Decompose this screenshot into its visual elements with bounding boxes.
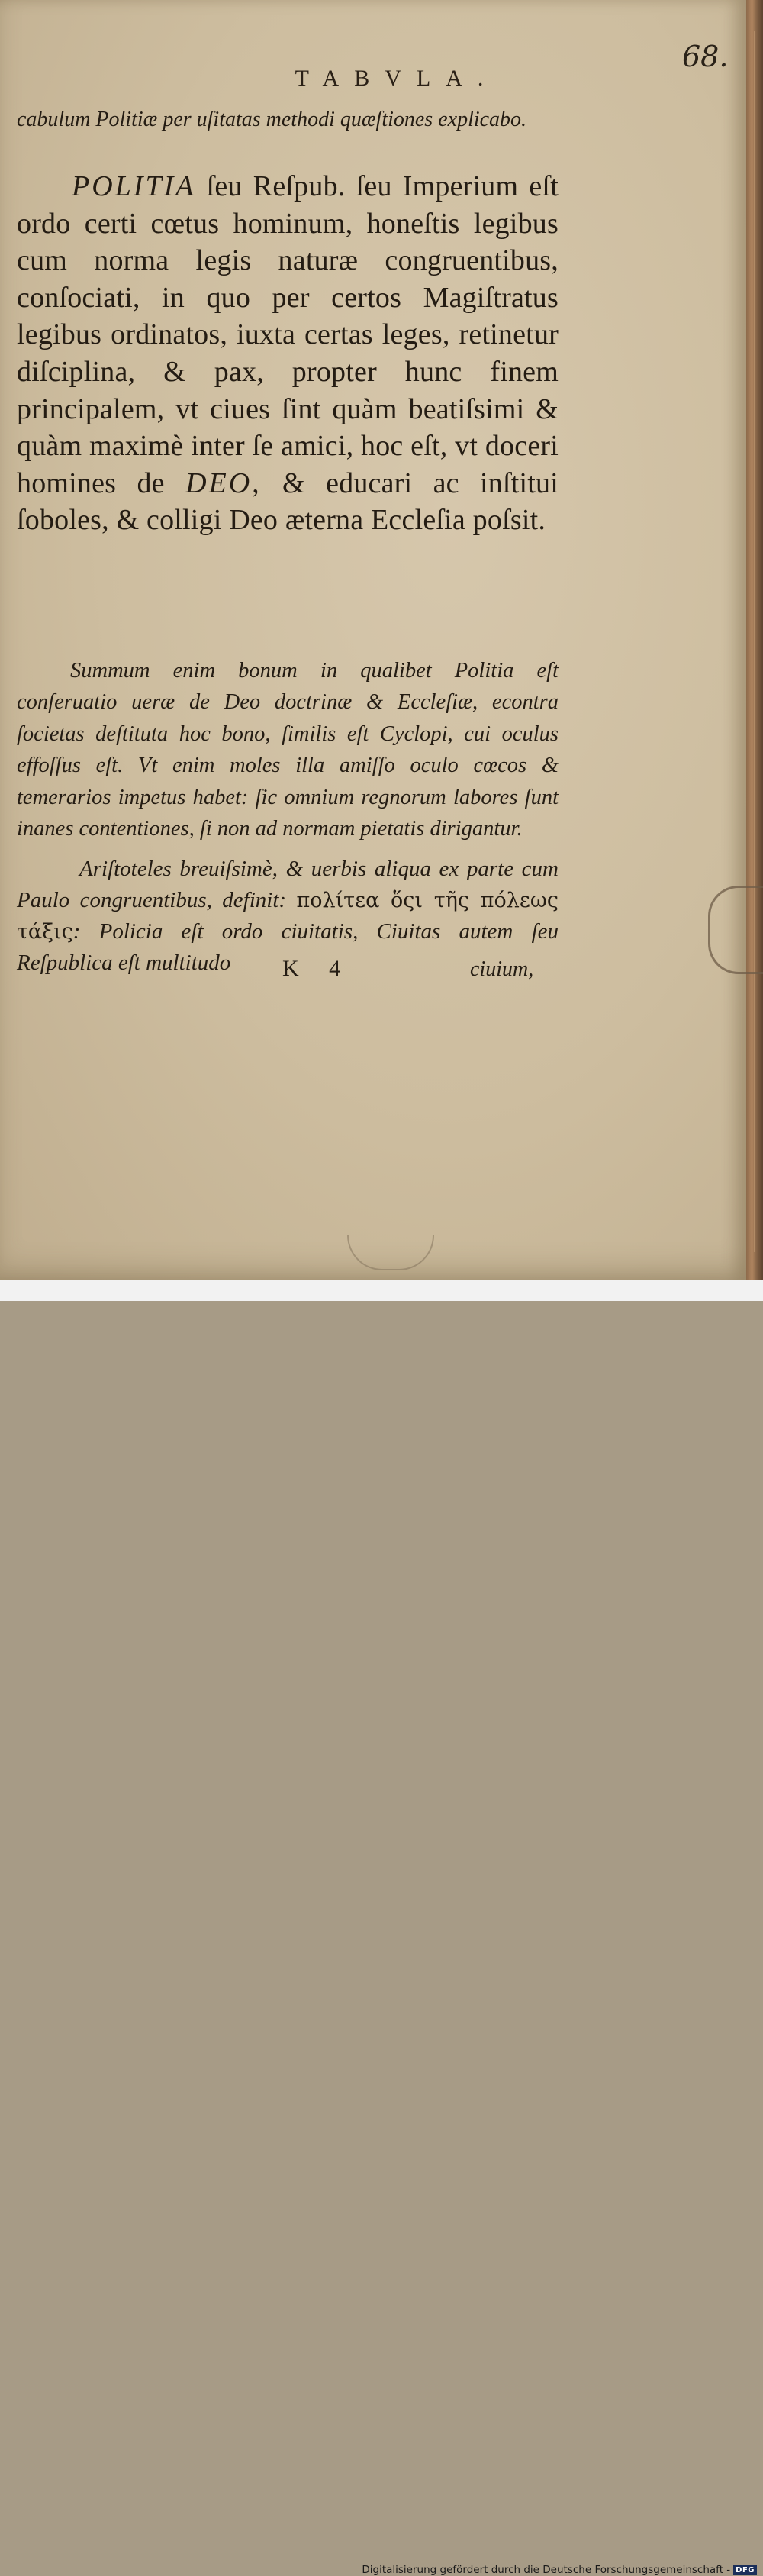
- clasp-ring-mark: [708, 886, 763, 974]
- aristotle-text: Ariſtoteles breuiſsimè, & uerbis aliqua ex parte cum Paulo congruentibus, definit:: [17, 857, 559, 912]
- main-paragraph: [17, 168, 559, 539]
- main-text-part-2: & educari ac inſtitui ſoboles, & colligi Deo æterna Eccleſia poſsit.: [17, 466, 559, 537]
- dfg-logo: DFG: [733, 2565, 757, 2575]
- main-lead-word: POLITIA: [72, 170, 196, 202]
- continuation-text: cabulum Politiæ per uſitatas methodi quæſtiones explicabo.: [17, 108, 527, 131]
- running-head: TABVLA.: [295, 66, 499, 91]
- funding-credit: [362, 2564, 757, 2576]
- footer-band: [0, 1280, 763, 2576]
- main-text-part-1: ſeu Reſpub. ſeu Imperium eſt ordo certi cœtus hominum, honeſtis legibus cum norma legis naturæ congruentibus, conſociati, in quo per certos Magiſtratus legibus ordinatos, iuxta certas leges, retinetur diſciplina, & pax, propter hunc finem principalem, vt ciues ſint quàm beatiſsimi & quàm maximè inter ſe amici, hoc eſt, vt doceri homines de: [17, 170, 559, 499]
- page-edge-highlight: [754, 31, 755, 1252]
- signature-mark: K 4: [282, 956, 353, 981]
- greek-quotation: πολίτεα ὅςι τῆς πόλεως τάξις: [17, 889, 559, 944]
- folio-number: 68.: [682, 40, 729, 73]
- catchword: ciuium,: [470, 957, 534, 981]
- funding-text: Digitalisierung gefördert durch die Deutsche Forschungsgemeinschaft -: [362, 2564, 731, 2576]
- commentary-paragraph-1: Summum enim bonum in qualibet Politia eſt conſeruatio ueræ de Deo doctrinæ & Eccleſiæ, econtra ſocietas deſtituta hoc bono, ſimilis eſt Cyclopi, cui oculus effoſſus eſt. Vt enim moles illa amiſſo oculo cœcos & temerarios impetus habet: ſic omnium regnorum labores ſunt inanes contentiones, ſi non ad normam pietatis dirigantur.: [17, 659, 559, 841]
- deo-word: DEO,: [185, 466, 262, 499]
- definition-text: : Policia eſt ordo ciuitatis, Ciuitas autem ſeu Reſpublica eſt multitudo: [17, 919, 559, 975]
